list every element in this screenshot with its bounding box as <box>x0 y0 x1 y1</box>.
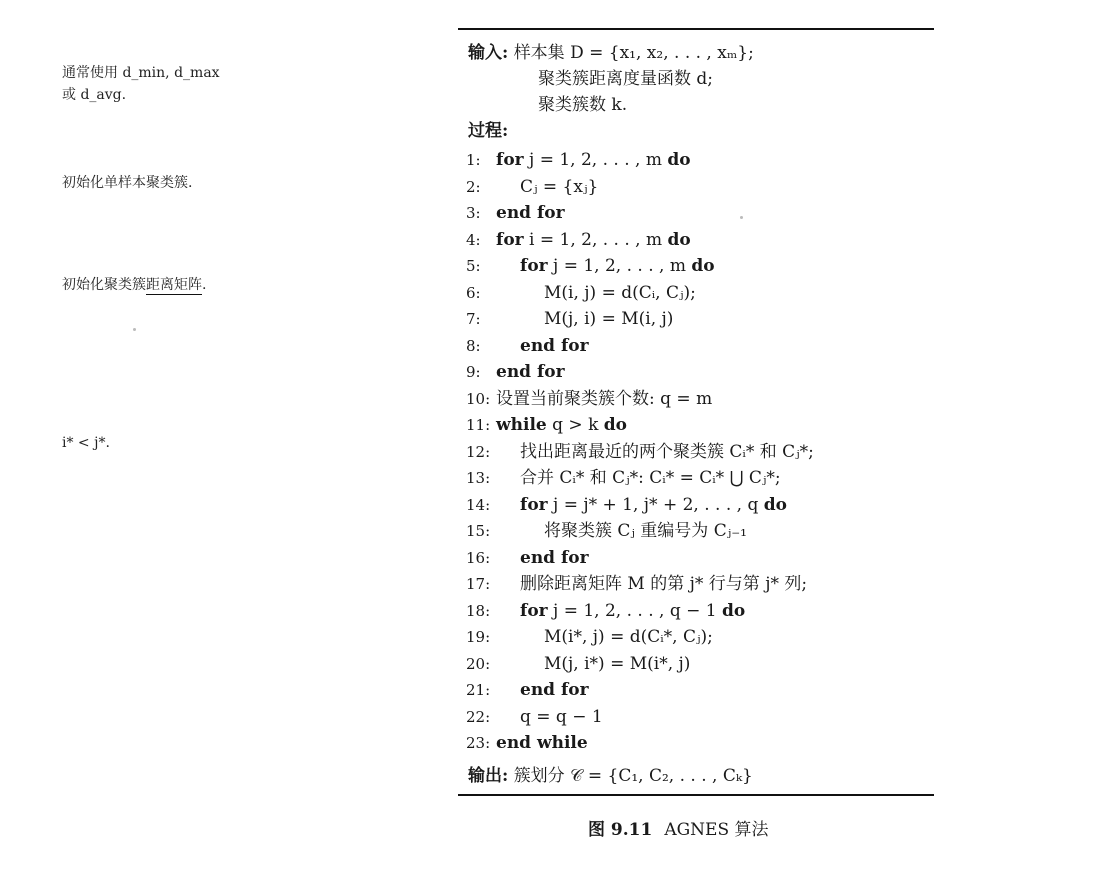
algorithm-step <box>466 147 931 174</box>
step-text: q = q − 1 <box>520 706 603 727</box>
step-body <box>496 680 589 700</box>
margin-note-prefix: 初始化聚类簇 <box>62 277 146 293</box>
margin-note-distance <box>62 62 220 106</box>
step-number: 4: <box>466 230 481 249</box>
algorithm-step <box>466 200 931 227</box>
algorithm-step <box>466 306 931 333</box>
step-keyword: do <box>721 600 746 621</box>
step-number: 2: <box>466 177 481 196</box>
step-number: 23: <box>466 734 491 752</box>
scan-speck <box>740 216 743 219</box>
figure-label: 图 9.11 <box>588 820 653 840</box>
step-body <box>496 389 712 409</box>
step-keyword: for <box>520 494 548 515</box>
step-text: M(i*, j) = d(Cᵢ*, Cⱼ); <box>544 627 713 647</box>
algorithm-step <box>466 545 931 572</box>
algorithm-step <box>466 624 931 651</box>
algorithm-step <box>466 412 931 439</box>
algorithm-step <box>466 704 931 731</box>
step-text: i = 1, 2, . . . , m <box>523 229 668 250</box>
step-number: 6: <box>466 283 481 302</box>
step-number: 17: <box>466 575 491 593</box>
step-body <box>496 283 696 303</box>
margin-note-suffix: . <box>202 277 207 293</box>
step-text: M(j, i*) = M(i*, j) <box>544 653 691 674</box>
algorithm-box <box>458 28 934 796</box>
step-number: 16: <box>466 548 491 567</box>
step-body <box>496 733 588 753</box>
margin-note-underlined: 距离矩阵 <box>146 277 202 293</box>
step-number: 20: <box>466 654 491 673</box>
algorithm-step <box>466 651 931 678</box>
step-text: M(i, j) = d(Cᵢ, Cⱼ); <box>544 282 696 303</box>
margin-note-line: 初始化单样本聚类簇. <box>62 175 193 191</box>
step-body <box>496 601 745 621</box>
output-label: 输出: <box>468 766 509 786</box>
algorithm-step <box>466 253 931 280</box>
step-number: 7: <box>466 310 481 328</box>
step-text: 找出距离最近的两个聚类簇 Cᵢ* 和 Cⱼ*; <box>520 441 814 462</box>
margin-note-line: 或 d_avg. <box>62 87 127 103</box>
step-keyword: end for <box>520 547 589 568</box>
step-number: 18: <box>466 601 491 620</box>
figure-caption <box>588 818 769 842</box>
step-text: j = j* + 1, j* + 2, . . . , q <box>547 494 764 515</box>
margin-note-init-clusters <box>62 172 192 194</box>
input-line: 聚类簇数 k. <box>538 95 628 115</box>
step-number: 21: <box>466 681 491 699</box>
step-keyword: do <box>603 415 628 435</box>
algorithm-step <box>466 730 931 757</box>
margin-note-line: 通常使用 d_min, d_max <box>62 65 220 81</box>
step-body <box>496 627 713 647</box>
algorithm-step <box>466 465 931 492</box>
step-body <box>496 230 691 250</box>
algorithm-step <box>466 677 931 704</box>
step-number: 5: <box>466 257 481 275</box>
step-number: 13: <box>466 469 491 487</box>
step-keyword: end for <box>520 680 589 700</box>
step-keyword: end for <box>520 335 589 356</box>
step-keyword: do <box>763 494 787 515</box>
margin-note-init-matrix <box>62 274 206 296</box>
algorithm-step <box>466 518 931 545</box>
output-text: 簇划分 𝒞 = {C₁, C₂, . . . , Cₖ} <box>513 766 753 786</box>
step-keyword: end for <box>496 203 565 223</box>
input-line: 聚类簇距离度量函数 d; <box>538 69 714 89</box>
step-text: 设置当前聚类簇个数: q = m <box>496 388 713 409</box>
step-number: 9: <box>466 363 481 381</box>
step-body <box>496 336 589 356</box>
step-body <box>496 495 787 515</box>
input-label: 输入: <box>468 43 509 63</box>
algorithm-step <box>466 280 931 307</box>
step-body <box>496 415 627 435</box>
step-text: 删除距离矩阵 M 的第 j* 行与第 j* 列; <box>520 574 808 594</box>
step-keyword: end while <box>496 733 588 753</box>
algorithm-step <box>466 439 931 466</box>
algorithm-step <box>466 174 931 201</box>
step-body <box>496 203 565 223</box>
step-keyword: do <box>691 256 715 276</box>
figure-title: AGNES 算法 <box>664 820 769 840</box>
algorithm-step <box>466 571 931 598</box>
step-body <box>496 177 598 197</box>
step-number: 8: <box>466 336 481 355</box>
algorithm-step <box>466 386 931 413</box>
step-text: 将聚类簇 Cⱼ 重编号为 Cⱼ₋₁ <box>544 521 747 541</box>
step-number: 22: <box>466 707 491 726</box>
step-body <box>496 150 691 170</box>
step-text: 合并 Cᵢ* 和 Cⱼ*: Cᵢ* = Cᵢ* ⋃ Cⱼ*; <box>520 468 781 488</box>
step-number: 11: <box>466 416 491 434</box>
step-keyword: for <box>520 600 548 621</box>
margin-note-order <box>62 432 110 454</box>
scan-speck <box>133 328 136 331</box>
step-body <box>496 362 565 382</box>
step-text: M(j, i) = M(i, j) <box>544 309 674 329</box>
step-text: j = 1, 2, . . . , m <box>547 256 692 276</box>
algorithm-step <box>466 333 931 360</box>
input-row <box>468 40 928 66</box>
step-body <box>496 574 807 594</box>
step-body <box>496 707 603 727</box>
step-keyword: for <box>520 256 548 276</box>
algorithm-step <box>466 359 931 386</box>
step-body <box>496 468 781 488</box>
algorithm-step <box>466 227 931 254</box>
algorithm-step <box>466 598 931 625</box>
step-number: 3: <box>466 204 481 222</box>
process-label: 过程: <box>468 121 509 141</box>
step-keyword: while <box>496 415 547 435</box>
step-text: q > k <box>546 415 604 435</box>
step-body <box>496 442 814 462</box>
step-number: 15: <box>466 522 491 540</box>
step-body <box>496 256 715 276</box>
step-keyword: for <box>496 229 524 250</box>
input-line: 样本集 D = {x₁, x₂, . . . , xₘ}; <box>513 43 754 63</box>
algorithm-step <box>466 492 931 519</box>
step-body <box>496 521 747 541</box>
output-row <box>468 763 753 789</box>
step-keyword: do <box>667 229 691 250</box>
step-text: j = 1, 2, . . . , m <box>523 150 668 170</box>
step-body <box>496 654 690 674</box>
step-number: 12: <box>466 442 491 461</box>
step-number: 14: <box>466 495 491 514</box>
step-body <box>496 548 589 568</box>
step-number: 19: <box>466 628 491 646</box>
algorithm-steps <box>466 147 931 757</box>
margin-note-line: i* < j*. <box>62 435 110 451</box>
step-text: j = 1, 2, . . . , q − 1 <box>547 600 722 621</box>
algorithm-header <box>468 40 928 144</box>
step-number: 10: <box>466 389 491 408</box>
step-body <box>496 309 673 329</box>
step-number: 1: <box>466 151 481 169</box>
step-keyword: for <box>496 150 524 170</box>
step-keyword: do <box>667 150 691 170</box>
step-keyword: end for <box>496 362 565 382</box>
step-text: Cⱼ = {xⱼ} <box>520 176 599 197</box>
